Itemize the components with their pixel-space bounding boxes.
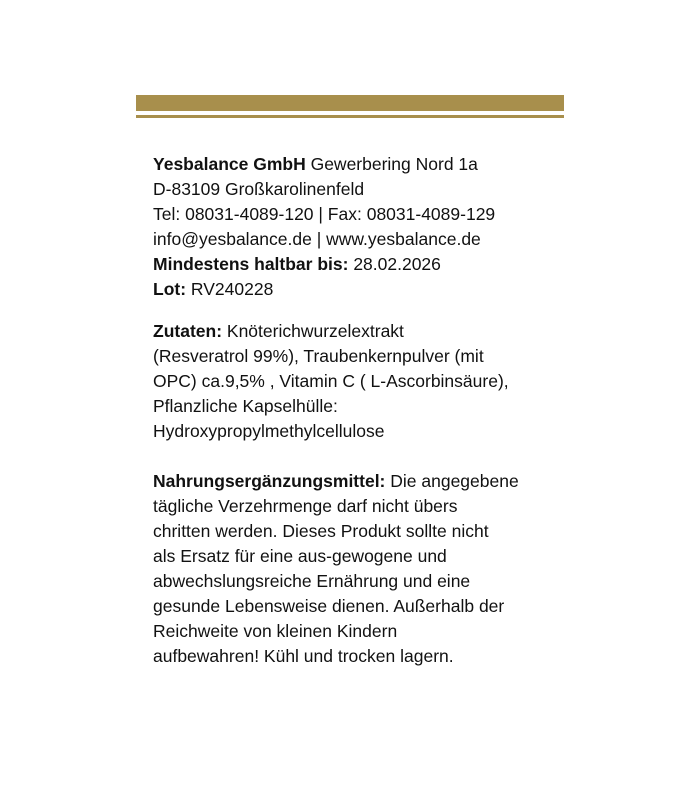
ingredients-line-1 <box>153 319 563 344</box>
notice-label: Nahrungsergänzungsmittel: <box>153 471 386 491</box>
header-bar-thin <box>136 115 564 118</box>
notice-line-4: als Ersatz für eine aus-gewogene und <box>153 546 447 566</box>
notice-line-2: tägliche Verzehrmenge darf nicht übers <box>153 496 458 516</box>
best-before-label: Mindestens haltbar bis: <box>153 254 349 274</box>
company-block <box>153 152 563 302</box>
lot-value: RV240228 <box>186 279 274 299</box>
company-city: D-83109 Großkarolinenfeld <box>153 179 365 199</box>
supplement-notice-block <box>153 469 563 669</box>
company-email-web: info@yesbalance.de | www.yesbalance.de <box>153 229 481 249</box>
notice-line-5: abwechslungsreiche Ernährung und eine <box>153 571 471 591</box>
ingredients-text-1: Knöterichwurzelextrakt <box>222 321 404 341</box>
best-before-line <box>153 252 563 277</box>
notice-line-8: aufbewahren! Kühl und trocken lagern. <box>153 646 454 666</box>
header-bar-thick <box>136 95 564 111</box>
company-name: Yesbalance GmbH <box>153 154 306 174</box>
ingredients-line-3: OPC) ca.9,5% , Vitamin C ( L-Ascorbinsäure), <box>153 371 509 391</box>
label-text <box>153 152 563 669</box>
notice-line-1 <box>153 469 563 494</box>
lot-label: Lot: <box>153 279 187 299</box>
notice-line-7: Reichweite von kleinen Kindern <box>153 621 398 641</box>
lot-line <box>153 277 563 302</box>
ingredients-line-4: Pflanzliche Kapselhülle: <box>153 396 338 416</box>
ingredients-line-5: Hydroxypropylmethylcellulose <box>153 421 385 441</box>
company-name-line <box>153 152 563 177</box>
ingredients-block <box>153 319 563 444</box>
notice-line-3: chritten werden. Dieses Produkt sollte nicht <box>153 521 489 541</box>
best-before-value: 28.02.2026 <box>348 254 441 274</box>
ingredients-line-2: (Resveratrol 99%), Traubenkernpulver (mit <box>153 346 484 366</box>
notice-text-1: Die angegebene <box>385 471 519 491</box>
notice-line-6: gesunde Lebensweise dienen. Außerhalb der <box>153 596 505 616</box>
ingredients-label: Zutaten: <box>153 321 223 341</box>
company-phone-fax: Tel: 08031-4089-120 | Fax: 08031-4089-129 <box>153 204 496 224</box>
company-street: Gewerbering Nord 1a <box>305 154 478 174</box>
